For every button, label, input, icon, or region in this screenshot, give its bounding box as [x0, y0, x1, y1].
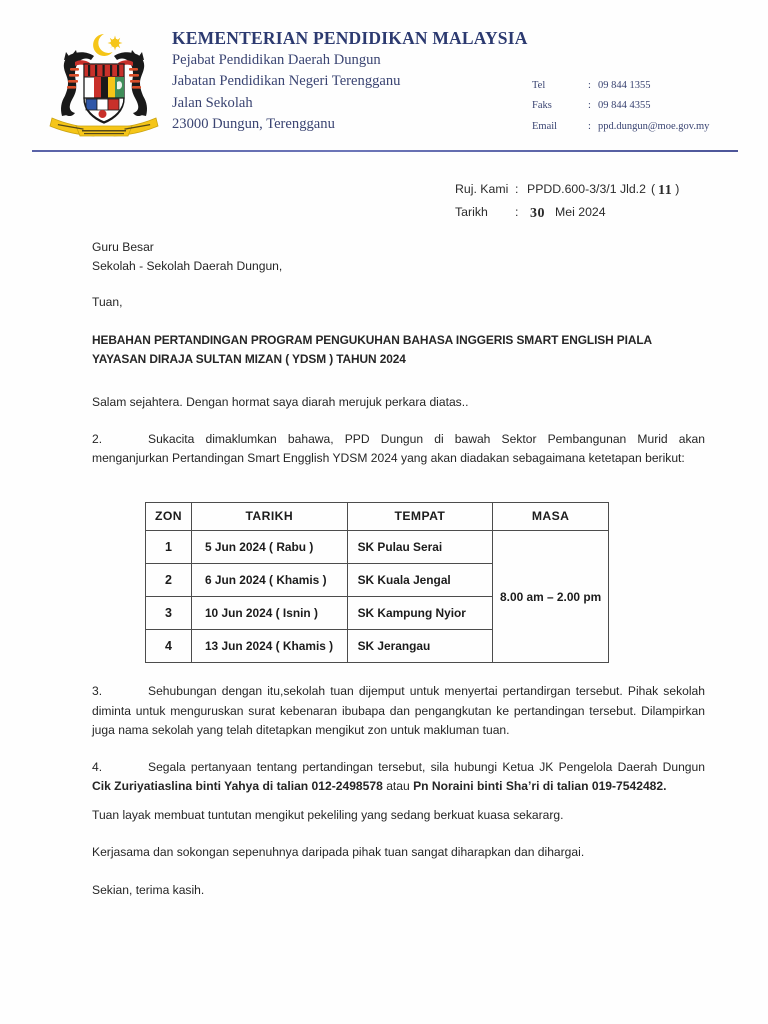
contact-row-faks — [532, 96, 709, 116]
subject-heading — [92, 331, 705, 369]
tarikh-colon: : — [515, 204, 519, 219]
column-header-zon: ZON — [146, 503, 192, 531]
cell-tarikh: 6 Jun 2024 ( Khamis ) — [191, 564, 347, 597]
schedule-table — [145, 502, 609, 663]
ruj-kami-value: PPDD.600-3/3/1 Jld.2 — [527, 182, 646, 196]
paragraph-3 — [92, 682, 705, 741]
letter-body-lower — [92, 682, 705, 918]
contact-block — [532, 76, 709, 137]
faks-label: Faks — [532, 100, 552, 112]
paragraph-3-text: Sehubungan dengan itu,sekolah tuan dijemput untuk menyertai pertandirgan tersebut. Pihak sekolah diminta untuk menguruskan surat kebenaran ibubapa dan pengangkutan ke pertandingan tersebut. Dilampirkan juga nama sekolah yang telah ditetapkan mengikut zon untuk makluman tuan. — [92, 684, 705, 738]
faks-colon: : — [588, 100, 591, 112]
contact-person-2: Pn Noraini binti Sha’ri di talian 019-7542482. — [413, 779, 667, 794]
contact-row-email — [532, 117, 709, 137]
paragraph-2-number: 2. — [92, 431, 103, 446]
paragraph-3-number: 3. — [92, 684, 103, 698]
paragraph-4 — [92, 758, 705, 797]
malaysia-coat-of-arms-icon — [42, 26, 166, 142]
paragraph-4-text-part-2: atau — [382, 779, 414, 794]
reference-number-row — [455, 180, 679, 203]
ruj-handwritten-number: 11 — [658, 183, 673, 198]
office-line-1: Pejabat Pendidikan Daerah Dungun — [172, 51, 381, 68]
tel-value: 09 844 1355 — [598, 80, 651, 91]
tarikh-month-year: Mei 2024 — [555, 204, 606, 219]
contact-person-1: Cik Zuriyatiaslina binti Yahya di talian 012-2498578 — [92, 779, 383, 794]
header-divider — [32, 150, 738, 152]
office-line-2: Jabatan Pendidikan Negeri Terengganu — [172, 73, 401, 90]
ruj-paren-open: ( — [650, 182, 656, 196]
email-value: ppd.dungun@moe.gov.my — [598, 120, 710, 132]
paragraph-5: Tuan layak membuat tuntutan mengikut pekeliling yang sedang berkuat kuasa sekararg. — [92, 807, 564, 822]
cell-zon: 4 — [146, 630, 192, 663]
addressee-line-2: Sekolah - Sekolah Daerah Dungun, — [92, 258, 283, 273]
reference-block — [455, 180, 679, 225]
cell-tempat: SK Kuala Jengal — [347, 564, 493, 597]
tarikh-handwritten-day: 30 — [530, 205, 545, 221]
cell-zon: 2 — [146, 564, 192, 597]
letterhead-text-block — [172, 28, 528, 136]
paragraph-7: Sekian, terima kasih. — [92, 883, 205, 898]
contact-row-tel — [532, 76, 709, 96]
cell-masa-merged: 8.00 am – 2.00 pm — [493, 531, 609, 663]
paragraph-2 — [92, 430, 705, 469]
tel-label: Tel — [532, 80, 546, 91]
cell-tarikh: 10 Jun 2024 ( Isnin ) — [191, 597, 347, 630]
subject-line-2: YAYASAN DIRAJA SULTAN MIZAN ( YDSM ) TAHUN 2024 — [92, 352, 406, 367]
paragraph-4-text-part-1: Segala pertanyaan tentang pertandingan tersebut, sila hubungi Ketua JK Pengelola Daerah Dungun — [148, 759, 705, 774]
column-header-masa: MASA — [493, 503, 609, 531]
email-colon: : — [588, 120, 591, 132]
reference-date-row — [455, 203, 679, 226]
cell-zon: 3 — [146, 597, 192, 630]
paragraph-2-text: Sukacita dimaklumkan bahawa, PPD Dungun di bawah Sektor Pembangunan Murid akan menganjurkan Pertandingan Smart Engglish YDSM 2024 yang akan diadakan sebagaimana ketetapan berikut: — [92, 431, 705, 466]
column-header-tempat: TEMPAT — [347, 503, 493, 531]
table-header-row — [146, 503, 609, 531]
faks-value: 09 844 4355 — [598, 100, 651, 112]
paragraph-1: Salam sejahtera. Dengan hormat saya diarah merujuk perkara diatas.. — [92, 395, 469, 410]
office-line-4: 23000 Dungun, Terengganu — [172, 116, 335, 133]
ministry-title: KEMENTERIAN PENDIDIKAN MALAYSIA — [172, 28, 528, 48]
cell-tempat: SK Kampung Nyior — [347, 597, 493, 630]
letter-body-upper — [92, 238, 705, 486]
addressee-line-1: Guru Besar — [92, 240, 154, 254]
office-line-3: Jalan Sekolah — [172, 94, 253, 111]
table-row — [146, 531, 609, 564]
column-header-tarikh: TARIKH — [191, 503, 347, 531]
paragraph-4-number: 4. — [92, 759, 103, 774]
cell-tarikh: 5 Jun 2024 ( Rabu ) — [191, 531, 347, 564]
schedule-table-wrapper — [145, 502, 609, 663]
ruj-kami-label: Ruj. Kami — [455, 182, 509, 196]
tarikh-label: Tarikh — [455, 204, 488, 219]
cell-zon: 1 — [146, 531, 192, 564]
cell-tempat: SK Jerangau — [347, 630, 493, 663]
ruj-paren-close: ) — [675, 182, 680, 196]
paragraph-6: Kerjasama dan sokongan sepenuhnya daripada pihak tuan sangat diharapkan dan dihargai. — [92, 845, 585, 860]
addressee-block — [92, 238, 705, 275]
cell-tempat: SK Pulau Serai — [347, 531, 493, 564]
letterhead — [0, 0, 768, 150]
ruj-kami-colon: : — [515, 182, 519, 196]
subject-line-1: HEBAHAN PERTANDINGAN PROGRAM PENGUKUHAN BAHASA INGGERIS SMART ENGLISH PIALA — [92, 333, 652, 348]
email-label: Email — [532, 120, 558, 132]
salutation: Tuan, — [92, 295, 123, 310]
cell-tarikh: 13 Jun 2024 ( Khamis ) — [191, 630, 347, 663]
tel-colon: : — [588, 80, 591, 91]
